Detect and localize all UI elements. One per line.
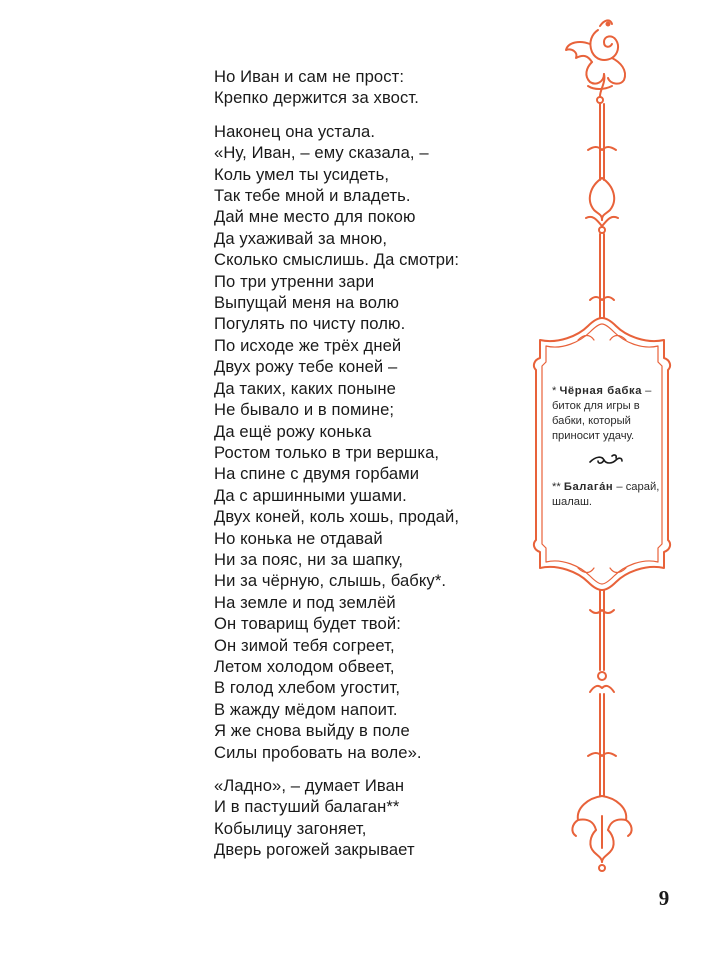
stanza [214,121,534,763]
poem-text [214,66,534,873]
poem-line: Погулять по чисту полю. [214,314,406,334]
poem-line: «Ладно», – думает Иван [214,776,405,795]
poem-line: По три утренни зари [214,271,375,291]
poem-line: В голод хлебом угостит, [214,678,401,698]
poem-line: Да таких, каких поныне [214,378,396,398]
poem-line: Выпущай меня на волю [214,293,400,313]
footnote-text: – сарай, шалаш. [552,481,660,508]
poem-line: Кобылицу загоняет, [214,818,367,838]
poem-line: Летом холодом обвеет, [214,656,395,676]
poem-line: На спине с двумя горбами [214,464,420,484]
poem-line: Да с аршинными ушами. [214,485,407,505]
poem-line: В жажду мёдом напоит. [214,699,398,719]
poem-line: Он товарищ будет твой: [214,614,401,634]
footnote-term: Балага́н [563,481,614,493]
footnote-marker: ** [552,481,564,493]
poem-line: Так тебе мной и владеть. [214,186,411,206]
footnotes-panel [552,384,664,510]
stanza [214,66,534,109]
footnote-text: – биток для игры в бабки, который приносит удачу. [552,385,652,442]
poem-line: Ни за чёрную, слышь, бабку*. [214,571,447,591]
footnote-marker: * [552,385,560,397]
poem-line: Да ухаживай за мною, [214,228,388,248]
poem-line: Двух рожу тебе коней – [214,357,398,377]
poem-line: Ростом только в три вершка, [214,442,440,462]
poem-line: Дверь рогожей закрывает [214,840,415,860]
poem-line: Силы пробовать на воле». [214,742,422,762]
poem-line: Крепко держится за хвост. [214,88,419,108]
poem-line: Коль умел ты усидеть, [214,164,390,184]
page-number: 9 [658,886,670,910]
poem-line: Но конька не отдавай [214,528,383,548]
firebird-icon [566,20,625,103]
footnote [552,384,664,444]
poem-line: Двух коней, коль хошь, продай, [214,507,460,527]
poem-line: Но Иван и сам не прост: [214,67,405,86]
poem-line: Я же снова выйду в поле [214,721,410,741]
poem-line: И в пастуший балаган** [214,797,400,817]
poem-line: По исходе же трёх дней [214,335,402,355]
poem-line: Дай мне место для покою [214,207,416,227]
poem-line: Он зимой тебя согреет, [214,635,395,655]
poem-line: Наконец она устала. [214,121,376,141]
stanza [214,775,534,861]
poem-line: Не бывало и в помине; [214,400,395,420]
poem-line: Да ещё рожу конька [214,421,372,441]
poem-line: Сколько смыслишь. Да смотри: [214,250,460,270]
poem-line: На земле и под землёй [214,592,396,612]
poem-line: Ни за пояс, ни за шапку, [214,549,404,569]
footnote [552,480,664,510]
footnote-term: Чёрная бабка [559,385,643,397]
swirl-divider-icon [552,448,664,476]
poem-line: «Ну, Иван, – ему сказала, – [214,143,429,163]
